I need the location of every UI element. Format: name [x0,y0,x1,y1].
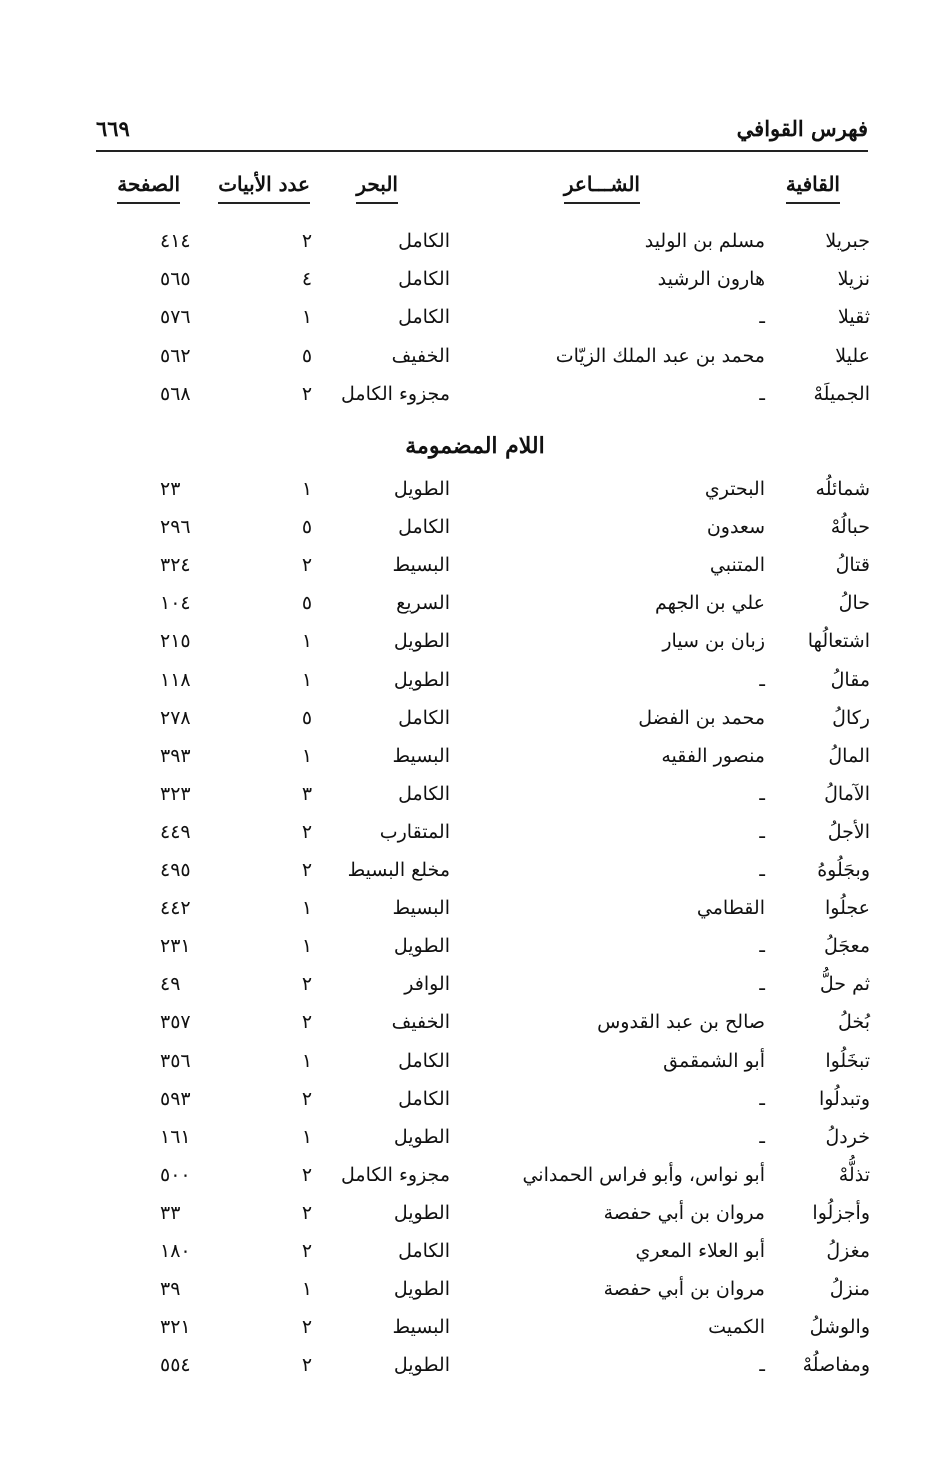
cell-meter: الكامل [398,1087,450,1110]
cell-poet: ـ [759,820,765,843]
column-header-qafia-label: القافية [786,172,840,204]
cell-meter: البسيط [392,1316,450,1339]
cell-page: ٤٩٥ [160,859,191,881]
cell-page: ٢٣١ [160,935,191,958]
cell-poet: مروان بن أبي حفصة [603,1278,765,1301]
cell-poet: أبو العلاء المعري [635,1240,765,1262]
cell-qafia: تبخَلُوا [825,1049,870,1072]
cell-poet: ـ [759,782,765,805]
cell-count: ٥ [301,706,313,729]
cell-page: ١٨٠ [160,1240,191,1262]
cell-qafia: خردلُ [825,1125,870,1148]
cell-poet: ـ [759,1087,765,1110]
cell-meter: الخفيف [391,344,450,367]
cell-poet: محمد بن الفضل [638,706,765,729]
cell-meter: الكامل [398,306,450,329]
cell-poet: ـ [759,1125,765,1148]
cell-count: ١ [301,935,313,958]
cell-count: ٢ [301,1240,313,1262]
cell-page: ٥٦٨ [160,382,191,405]
column-header-page-label: الصفحة [117,172,180,204]
cell-qafia: عجلُوا [825,897,870,920]
cell-count: ٢ [301,1011,313,1034]
cell-meter: الكامل [398,706,450,729]
cell-qafia: المالُ [828,744,870,767]
cell-page: ٣٩ [160,1278,181,1301]
cell-meter: الكامل [398,230,450,252]
cell-count: ٥ [301,516,313,539]
cell-count: ٥ [301,592,313,615]
cell-count: ١ [301,897,313,920]
cell-count: ٢ [301,1163,313,1186]
cell-meter: الطويل [393,1354,450,1377]
cell-meter: مجزوء الكامل [341,382,450,405]
cell-page: ٢١٥ [160,630,191,653]
cell-qafia: عليلا [835,344,870,367]
cell-count: ١ [301,1125,313,1148]
cell-qafia: معجَلُ [824,935,870,958]
cell-count: ٢ [301,820,313,843]
cell-meter: الخفيف [391,1011,450,1034]
cell-qafia: حبالُهْ [830,516,870,539]
cell-meter: الكامل [398,1240,450,1262]
cell-poet: ـ [759,382,765,405]
cell-page: ٤٤٢ [160,897,191,920]
cell-poet: محمد بن عبد الملك الزيّات [555,344,765,367]
cell-qafia: وبجَلُوهُ [817,859,870,881]
cell-page: ٣٢١ [160,1316,191,1339]
cell-meter: الطويل [393,478,450,500]
cell-qafia: نزيلا [837,268,870,291]
cell-qafia: الآمالُ [824,782,870,805]
cell-meter: الطويل [393,1125,450,1148]
cell-poet: أبو الشمقمق [663,1049,765,1072]
cell-meter: المتقارب [379,820,450,843]
cell-count: ٢ [301,1201,313,1224]
cell-qafia: وأجزلُوا [812,1201,870,1224]
cell-count: ١ [301,668,313,691]
cell-page: ١٦١ [160,1125,191,1148]
column-header-count-label: عدد الأبيات [218,172,310,204]
cell-meter: الكامل [398,268,450,291]
cell-qafia: تذلُّهْ [838,1163,870,1186]
cell-qafia: مقالُ [830,668,870,691]
cell-count: ٢ [301,554,313,577]
cell-meter: مجزوء الكامل [341,1163,450,1186]
cell-poet: ـ [759,668,765,691]
cell-poet: القطامي [696,897,765,920]
cell-meter: الطويل [393,668,450,691]
cell-page: ٥٧٦ [160,306,191,329]
cell-meter: مخلع البسيط [347,859,450,881]
cell-poet: هارون الرشيد [657,268,765,291]
cell-meter: البسيط [392,554,450,577]
cell-count: ٢ [301,1316,313,1339]
cell-page: ٥٦٥ [160,268,191,291]
cell-count: ٢ [301,973,313,996]
cell-qafia: الأجلُ [827,820,870,843]
cell-poet: منصور الفقيه [661,744,765,767]
cell-poet: الكميت [708,1316,765,1339]
cell-poet: سعدون [706,516,765,539]
cell-page: ١١٨ [160,668,191,691]
cell-page: ٥٦٢ [160,344,191,367]
cell-qafia: جبريلا [825,230,870,252]
cell-meter: الكامل [398,1049,450,1072]
cell-qafia: والوشلُ [809,1316,870,1339]
cell-count: ١ [301,1049,313,1072]
cell-page: ٤٤٩ [160,820,191,843]
cell-poet: مروان بن أبي حفصة [603,1201,765,1224]
column-header-poet-label: الشـــاعر [564,172,640,204]
cell-page: ٥٥٤ [160,1354,191,1377]
cell-count: ١ [301,744,313,767]
cell-qafia: وتبدلُوا [818,1087,870,1110]
cell-qafia: ثقيلا [838,306,870,329]
cell-qafia: بُخلُ [838,1011,870,1034]
cell-page: ٣٢٤ [160,554,191,577]
cell-qafia: شمائلُه [815,478,870,500]
column-header-meter-label: البحر [356,172,398,204]
cell-count: ٢ [301,1354,313,1377]
cell-qafia: حالُ [838,592,870,615]
cell-count: ٤ [301,268,313,291]
page-number: ٦٦٩ [96,116,130,141]
cell-qafia: ركالُ [832,706,870,729]
cell-meter: الوافر [404,973,450,996]
cell-qafia: الجميلَهْ [813,382,870,405]
cell-poet: ـ [759,859,765,881]
cell-qafia: ثم حلُّ [819,973,870,996]
cell-count: ١ [301,630,313,653]
cell-qafia: ومفاصلُهْ [802,1354,870,1377]
cell-qafia: اشتعالُها [807,630,870,653]
running-head-title: فهرس القوافي [736,116,868,141]
cell-meter: الطويل [393,935,450,958]
cell-poet: ـ [759,1354,765,1377]
cell-poet: ـ [759,935,765,958]
cell-page: ٢٣ [160,478,181,500]
cell-poet: علي بن الجهم [654,592,765,615]
cell-poet: مسلم بن الوليد [644,230,765,252]
cell-meter: السريع [396,592,450,615]
cell-page: ٥٠٠ [160,1163,191,1186]
cell-meter: الكامل [398,782,450,805]
cell-page: ٣٣ [160,1201,181,1224]
cell-meter: الطويل [393,1201,450,1224]
cell-count: ٢ [301,382,313,405]
cell-poet: المتنبي [709,554,765,577]
cell-page: ٣٩٣ [160,744,191,767]
cell-count: ٥ [301,344,313,367]
section-heading: اللام المضمومة [405,433,545,459]
cell-page: ٣٢٣ [160,782,191,805]
cell-count: ٢ [301,230,313,252]
cell-qafia: قتالُ [835,554,870,577]
cell-page: ٤١٤ [160,230,191,252]
cell-poet: زبان بن سيار [662,630,765,653]
cell-page: ٣٥٦ [160,1049,191,1072]
cell-page: ٤٩ [160,973,181,996]
cell-page: ٢٩٦ [160,516,191,539]
cell-meter: الطويل [393,630,450,653]
cell-page: ٥٩٣ [160,1087,191,1110]
cell-page: ٢٧٨ [160,706,191,729]
cell-count: ٢ [301,1087,313,1110]
cell-poet: ـ [759,306,765,329]
cell-count: ٢ [301,859,313,881]
cell-poet: البحتري [704,478,765,500]
cell-meter: البسيط [392,897,450,920]
cell-poet: أبو نواس، وأبو فراس الحمداني [522,1163,765,1186]
cell-meter: البسيط [392,744,450,767]
cell-count: ٣ [301,782,313,805]
cell-count: ١ [301,1278,313,1301]
cell-count: ١ [301,478,313,500]
cell-meter: الكامل [398,516,450,539]
cell-count: ١ [301,306,313,329]
cell-page: ١٠٤ [160,592,191,615]
cell-poet: صالح بن عبد القدوس [597,1011,765,1034]
cell-meter: الطويل [393,1278,450,1301]
cell-poet: ـ [759,973,765,996]
cell-qafia: مغزلُ [826,1240,870,1262]
cell-page: ٣٥٧ [160,1011,191,1034]
cell-qafia: منزلُ [829,1278,870,1301]
